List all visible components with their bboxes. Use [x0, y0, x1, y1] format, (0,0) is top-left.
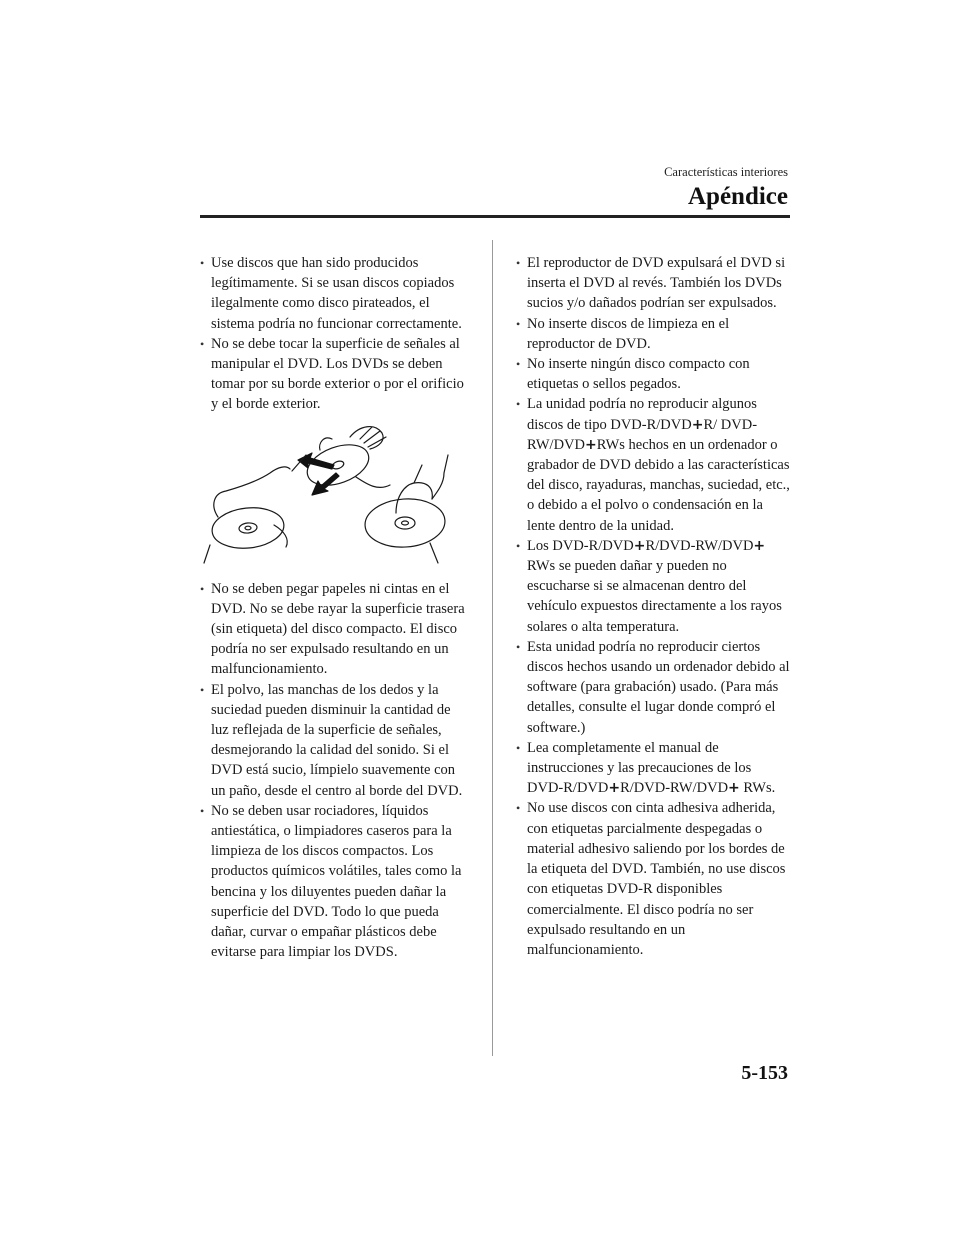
list-item-text: Use discos que han sido producidos legítimamente. Si se usan discos copiados ilegalmente como disco pirateados, el sistema podría no funcionar correctamente.	[211, 255, 462, 332]
list-item-text: No use discos con cinta adhesiva adherida, con etiquetas parcialmente despegadas o material adhesivo saliendo por los bordes de la etiqueta del DVD. También, no use discos con etiquetas DVD-R disponibles comercialmente. El disco podría no ser expulsado resultando en un malfuncionamiento.	[527, 800, 786, 958]
plus-icon: +	[691, 416, 704, 433]
list-item	[200, 801, 470, 963]
left-bullet-list-top	[200, 253, 470, 415]
header-divider	[200, 215, 790, 218]
plus-icon: +	[585, 436, 597, 453]
bullet-icon: •	[200, 581, 205, 596]
bullet-icon: •	[200, 336, 205, 351]
bullet-icon: •	[516, 357, 521, 372]
list-item	[516, 738, 790, 799]
right-column	[516, 253, 790, 960]
disc-left-icon	[204, 455, 306, 563]
list-item-text: R/ DVD-RW/DVD	[527, 416, 758, 453]
dvd-handling-illustration	[200, 425, 470, 565]
list-item-text: Los DVD-R/DVD	[527, 537, 634, 554]
bullet-icon: •	[516, 316, 521, 331]
list-item	[200, 334, 470, 415]
plus-icon: +	[753, 537, 766, 554]
disc-right-icon	[363, 455, 448, 563]
bullet-icon: •	[516, 256, 521, 270]
plus-icon: +	[728, 780, 740, 797]
bullet-icon: •	[200, 256, 205, 270]
list-item-text: No inserte discos de limpieza en el reproductor de DVD.	[527, 315, 730, 352]
page-number: 5-153	[741, 1062, 788, 1084]
left-column	[200, 253, 470, 962]
bullet-icon: •	[200, 803, 205, 818]
plus-icon: +	[633, 537, 646, 554]
left-bullet-list-bottom	[200, 579, 470, 963]
list-item-text: RWs se pueden dañar y pueden no escucharse si se almacenan dentro del vehículo expuestos directamente a los rayos solares o alta temperatura.	[527, 558, 782, 635]
list-item-text: No inserte ningún disco compacto con etiquetas o sellos pegados.	[527, 356, 750, 393]
list-item-text: La unidad podría no reproducir algunos discos de tipo DVD-R/DVD	[527, 396, 757, 433]
list-item	[200, 680, 470, 801]
list-item-text: Lea completamente el manual de instrucciones y las precauciones de los DVD-R/DVD	[527, 739, 752, 797]
list-item-text: No se debe tocar la superficie de señales al manipular el DVD. Los DVDs se deben tomar por su borde exterior o por el orificio y el borde exterior.	[211, 335, 464, 413]
bullet-icon: •	[516, 740, 521, 755]
list-item	[516, 314, 790, 354]
list-item	[516, 253, 790, 314]
list-item-text: No se deben usar rociadores, líquidos antiestática, o limpiadores caseros para la limpieza de los discos compactos. Los productos químicos volátiles, tales como la bencina y los diluyentes pueden dañar la superficie del DVD. Todo lo que pueda dañar, curvar o empañar plásticos debe evitarse para limpiar los DVDS.	[211, 802, 462, 961]
list-item-text: Esta unidad podría no reproducir ciertos discos hechos usando un ordenador debido al software (para grabación) usado. (Para más detalles, consulte el lugar donde compró el software.)	[527, 638, 790, 736]
list-item	[200, 579, 470, 680]
list-item	[516, 637, 790, 738]
list-item-text: R/DVD-RW/DVD	[620, 780, 729, 797]
list-item-text: RWs hechos en un ordenador o grabador de DVD debido a las características del disco, rayaduras, manchas, suciedad, etc., o debido a el polvo o condensación en la lente dentro de la unidad.	[527, 436, 790, 534]
list-item-text: No se deben pegar papeles ni cintas en el DVD. No se debe rayar la superficie trasera (sin etiqueta) del disco compacto. El disco podría no ser expulsado resultando en un malfuncionamiento.	[211, 580, 465, 678]
section-heading: Características interiores	[664, 165, 788, 179]
right-bullet-list	[516, 253, 790, 960]
bullet-icon: •	[516, 538, 521, 553]
bullet-icon: •	[516, 639, 521, 654]
arrow-icon	[298, 453, 339, 495]
list-item	[516, 798, 790, 960]
list-item-text: RWs.	[739, 780, 776, 797]
list-item-text: El polvo, las manchas de los dedos y la suciedad pueden disminuir la cantidad de luz reflejada de la superficie de señales, desmejorando la calidad del sonido. Si el DVD está sucio, límpielo suavemente con un paño, desde el centro al borde del DVD.	[211, 681, 463, 799]
plus-icon: +	[608, 780, 621, 797]
list-item	[200, 253, 470, 334]
list-item	[516, 354, 790, 394]
column-divider	[492, 240, 493, 1056]
list-item	[516, 394, 790, 535]
bullet-icon: •	[200, 682, 205, 697]
list-item	[516, 536, 790, 637]
bullet-icon: •	[516, 801, 521, 816]
list-item-text: R/DVD-RW/DVD	[645, 537, 754, 554]
list-item-text: El reproductor de DVD expulsará el DVD si inserta el DVD al revés. También los DVDs sucios y/o dañados podrían ser expulsados.	[527, 255, 786, 312]
bullet-icon: •	[516, 397, 521, 412]
page-title: Apéndice	[688, 183, 788, 210]
